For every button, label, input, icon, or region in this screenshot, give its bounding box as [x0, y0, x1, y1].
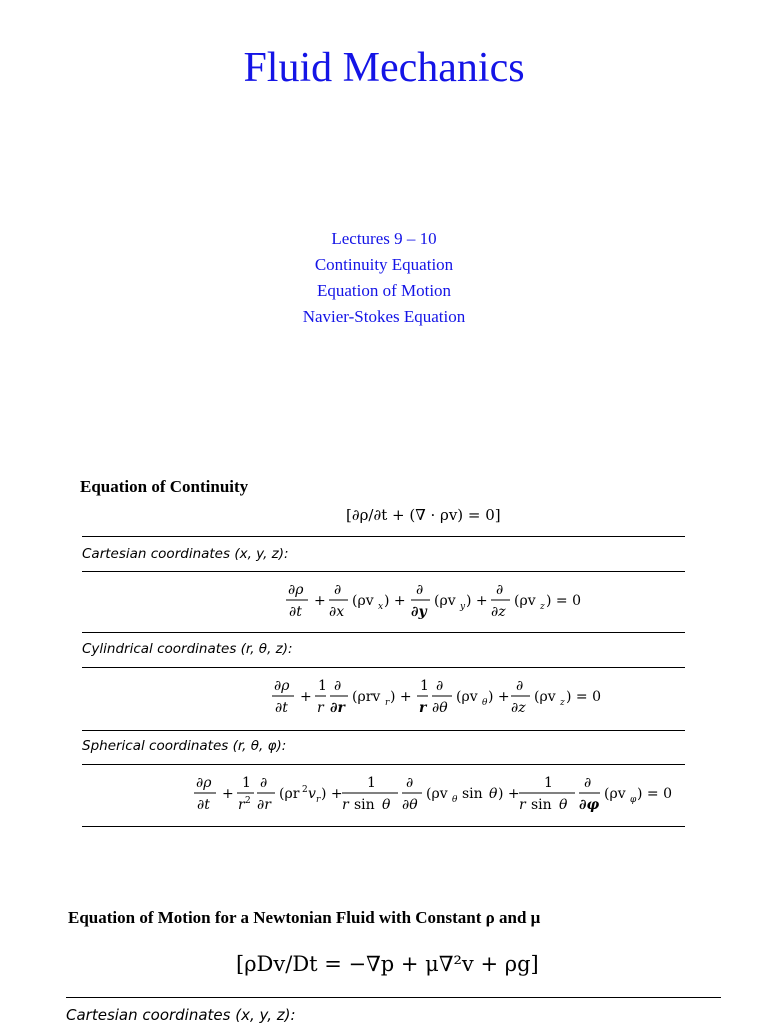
svg-text:∂: ∂ [334, 678, 342, 694]
subtitle-line-lectures: Lectures 9 – 10 [331, 229, 437, 248]
svg-text:) +: ) + [384, 593, 406, 609]
table-rule-bottom [82, 826, 685, 827]
cartesian-coordinates-label: Cartesian coordinates (x, y, z): [82, 546, 289, 562]
svg-text:) +: ) + [390, 689, 412, 705]
svg-text:∂ρ: ∂ρ [288, 582, 304, 598]
svg-text:r: r [385, 698, 390, 708]
svg-text:∂θ: ∂θ [402, 797, 418, 813]
svg-text:(ρv: (ρv [456, 689, 478, 705]
svg-text:θ: θ [382, 797, 391, 813]
cylindrical-coordinates-label: Cylindrical coordinates (r, θ, z): [82, 641, 293, 657]
svg-text:∂ρ: ∂ρ [274, 678, 290, 694]
svg-text:∂t: ∂t [275, 700, 288, 716]
svg-text:r: r [342, 797, 349, 813]
svg-text:∂t: ∂t [289, 604, 302, 620]
spherical-continuity-equation [192, 771, 672, 819]
table-rule-top [82, 536, 685, 537]
svg-text:) +: ) + [466, 593, 488, 609]
svg-text:v: v [308, 786, 316, 802]
svg-text:(ρv: (ρv [514, 593, 536, 609]
svg-text:+: + [222, 786, 234, 802]
svg-text:θ: θ [452, 795, 458, 805]
subtitle-line-continuity: Continuity Equation [314, 255, 454, 274]
table-rule [82, 730, 685, 731]
svg-text:sin: sin [462, 786, 483, 802]
svg-text:(ρv: (ρv [352, 593, 374, 609]
svg-text:(ρv: (ρv [604, 786, 626, 802]
svg-text:1: 1 [318, 678, 327, 694]
table-rule [82, 764, 685, 765]
motion-summary-equation: [ρDv/Dt = −∇p + μ∇²v + ρg] [236, 952, 539, 976]
table-rule [82, 632, 685, 633]
lecture-subtitles [0, 226, 768, 330]
svg-text:φ: φ [630, 795, 637, 805]
svg-text:z: z [540, 602, 545, 612]
svg-text:y: y [460, 602, 466, 612]
svg-text:) +: ) + [488, 689, 510, 705]
svg-text:∂: ∂ [416, 582, 424, 598]
cartesian-continuity-equation [284, 578, 584, 626]
svg-text:∂ρ: ∂ρ [196, 775, 212, 791]
svg-text:+: + [300, 689, 312, 705]
svg-text:∂: ∂ [584, 775, 592, 791]
svg-text:2: 2 [302, 785, 308, 795]
svg-text:(ρv: (ρv [534, 689, 556, 705]
table-rule-top [66, 997, 721, 998]
table-rule [82, 667, 685, 668]
svg-text:θ: θ [559, 797, 568, 813]
svg-text:) = 0: ) = 0 [566, 689, 601, 705]
svg-text:r: r [238, 797, 245, 813]
svg-text:x: x [378, 602, 384, 612]
svg-text:∂: ∂ [516, 678, 524, 694]
motion-heading: Equation of Motion for a Newtonian Fluid with Constant ρ and μ [68, 908, 541, 927]
svg-text:∂φ: ∂φ [579, 797, 600, 813]
svg-text:∂r: ∂r [257, 797, 271, 813]
svg-text:r: r [519, 797, 526, 813]
svg-text:∂: ∂ [406, 775, 414, 791]
svg-text:(ρr: (ρr [279, 786, 300, 802]
svg-text:sin: sin [354, 797, 375, 813]
svg-text:∂: ∂ [496, 582, 504, 598]
svg-text:∂r: ∂r [330, 700, 345, 716]
svg-text:r: r [316, 795, 321, 805]
svg-text:∂: ∂ [436, 678, 444, 694]
spherical-coordinates-label: Spherical coordinates (r, θ, φ): [82, 738, 287, 754]
subtitle-line-navier-stokes: Navier-Stokes Equation [302, 307, 466, 326]
svg-text:1: 1 [420, 678, 429, 694]
continuity-heading: Equation of Continuity [80, 477, 249, 496]
svg-text:(ρv: (ρv [426, 786, 448, 802]
table-rule [82, 571, 685, 572]
svg-text:) = 0: ) = 0 [637, 786, 672, 802]
svg-text:θ: θ [489, 786, 498, 802]
svg-text:) +: ) + [321, 786, 343, 802]
svg-text:r: r [419, 700, 427, 716]
motion-cartesian-coordinates-label: Cartesian coordinates (x, y, z): [66, 1006, 296, 1024]
cylindrical-continuity-equation [270, 674, 601, 722]
svg-text:sin: sin [531, 797, 552, 813]
svg-text:∂θ: ∂θ [432, 700, 448, 716]
svg-text:) = 0: ) = 0 [546, 593, 581, 609]
continuity-summary-equation: [∂ρ/∂t + (∇ · ρv) = 0] [346, 506, 501, 524]
svg-text:∂y: ∂y [411, 604, 427, 620]
svg-text:r: r [317, 700, 324, 716]
svg-text:∂: ∂ [334, 582, 342, 598]
svg-text:∂z: ∂z [511, 700, 526, 716]
svg-text:∂x: ∂x [329, 604, 345, 620]
svg-text:(ρrv: (ρrv [352, 689, 381, 705]
svg-text:1: 1 [367, 775, 376, 791]
page-title: Fluid Mechanics [243, 45, 525, 91]
svg-text:∂t: ∂t [197, 797, 210, 813]
svg-text:z: z [560, 698, 565, 708]
svg-text:2: 2 [245, 796, 251, 806]
svg-text:1: 1 [242, 775, 251, 791]
svg-text:1: 1 [544, 775, 553, 791]
svg-text:+: + [314, 593, 326, 609]
svg-text:(ρv: (ρv [434, 593, 456, 609]
svg-text:∂z: ∂z [491, 604, 506, 620]
svg-text:) +: ) + [498, 786, 520, 802]
svg-text:θ: θ [482, 698, 488, 708]
subtitle-line-motion: Equation of Motion [316, 281, 452, 300]
svg-text:∂: ∂ [260, 775, 268, 791]
